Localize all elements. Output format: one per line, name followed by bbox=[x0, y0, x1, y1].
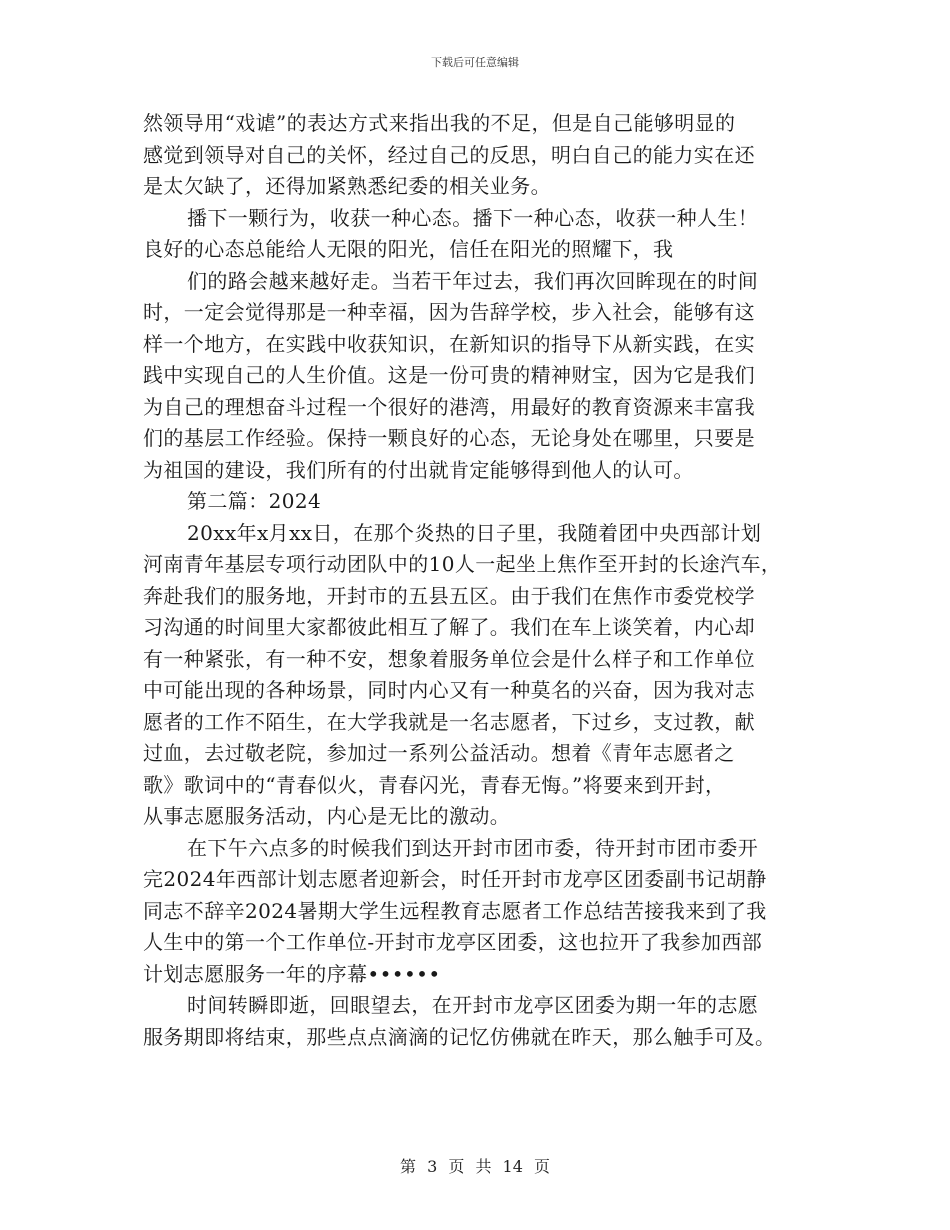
text-line: 从事志愿服务活动，内心是无比的激动。 bbox=[143, 804, 511, 828]
text-line: 们的路会越来越好走。当若干年过去，我们再次回眸现在的时间 bbox=[187, 268, 759, 293]
text-line: 时，一定会觉得那是一种幸福，因为告辞学校，步入社会，能够有这 bbox=[143, 300, 755, 324]
page-header: 下载后可任意编辑 bbox=[431, 56, 519, 69]
text-line: 愿者的工作不陌生，在大学我就是一名志愿者，下过乡，支过教，献 bbox=[143, 709, 755, 734]
text-line: 为自己的理想奋斗过程一个很好的港湾，用最好的教育资源来丰富我 bbox=[143, 394, 755, 419]
text-line: 感觉到领导对自己的关怀，经过自己的反思，明白自己的能力实在还 bbox=[143, 142, 755, 167]
text-line: 歌》歌词中的“青春似火，青春闪光，青春无悔。”将要来到开封， bbox=[143, 772, 726, 797]
text-line: 人生中的第一个工作单位-开封市龙亭区团委，这也拉开了我参加西部 bbox=[143, 930, 763, 954]
text-line: 良好的心态总能给人无限的阳光，信任在阳光的照耀下，我 bbox=[143, 237, 674, 261]
text-line: 中可能出现的各种场景，同时内心又有一种莫名的兴奋，因为我对志 bbox=[143, 678, 755, 702]
text-line: 然领导用“戏谑”的表达方式来指出我的不足，但是自己能够明显的 bbox=[143, 111, 736, 135]
page-footer: 第 3 页 共 14 页 bbox=[400, 1157, 550, 1176]
text-line: 同志不辞辛2024暑期大学生远程教育志愿者工作总结苦接我来到了我 bbox=[143, 898, 767, 923]
document-body bbox=[143, 108, 808, 1053]
text-line: 有一种紧张，有一种不安，想象着服务单位会是什么样子和工作单位 bbox=[143, 646, 755, 671]
text-line: 们的基层工作经验。保持一颗良好的心态，无论身处在哪里，只要是 bbox=[143, 426, 755, 450]
text-line: 完2024年西部计划志愿者迎新会，时任开封市龙亭区团委副书记胡静 bbox=[143, 867, 767, 891]
text-line: 习沟通的时间里大家都彼此相互了解了。我们在车上谈笑着，内心却 bbox=[143, 615, 755, 639]
text-line: 河南青年基层专项行动团队中的10人一起坐上焦作至开封的长途汽车， bbox=[143, 552, 782, 576]
text-line: 播下一颗行为，收获一种心态。播下一种心态，收获一种人生！ bbox=[187, 205, 759, 230]
text-line: 第二篇：2024 bbox=[187, 489, 322, 513]
text-line: 奔赴我们的服务地，开封市的五县五区。由于我们在焦作市委党校学 bbox=[143, 583, 755, 608]
text-line: 为祖国的建设，我们所有的付出就肯定能够得到他人的认可。 bbox=[143, 457, 694, 482]
text-line: 是太欠缺了，还得加紧熟悉纪委的相关业务。 bbox=[143, 174, 551, 198]
text-line: 样一个地方，在实践中收获知识，在新知识的指导下从新实践，在实 bbox=[143, 331, 755, 356]
text-line: 践中实现自己的人生价值。这是一份可贵的精神财宝，因为它是我们 bbox=[143, 363, 755, 387]
text-line: 计划志愿服务一年的序幕•••••• bbox=[143, 961, 441, 986]
text-line: 过血，去过敬老院，参加过一系列公益活动。想着《青年志愿者之 bbox=[143, 741, 735, 765]
text-line: 服务期即将结束，那些点点滴滴的记忆仿佛就在昨天，那么触手可及。 bbox=[143, 1024, 776, 1049]
text-line: 在下午六点多的时候我们到达开封市团市委，待开封市团市委开 bbox=[187, 835, 759, 860]
text-line: 时间转瞬即逝，回眼望去，在开封市龙亭区团委为期一年的志愿 bbox=[187, 993, 759, 1017]
text-line: 20xx年x月xx日，在那个炎热的日子里，我随着团中央西部计划 bbox=[187, 520, 762, 545]
